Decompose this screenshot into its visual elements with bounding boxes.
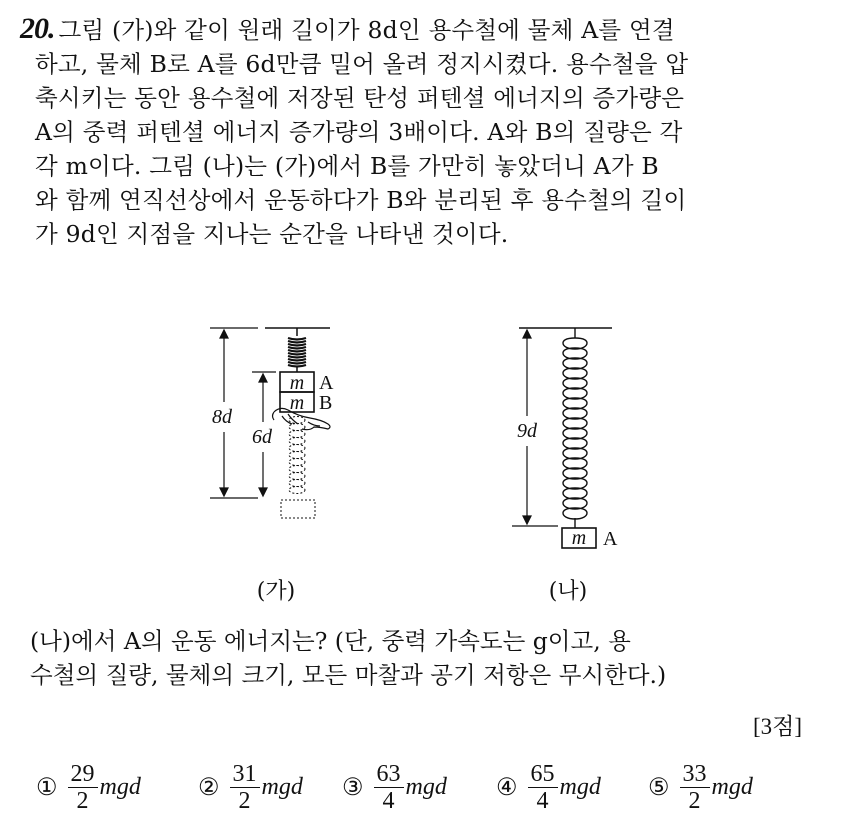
choice-4[interactable]	[496, 752, 601, 822]
choice-fraction	[680, 761, 710, 814]
problem-line-6: 와 함께 연직선상에서 운동하다가 B와 분리된 후 용수철의 길이	[35, 186, 687, 214]
caption-ga: (가)	[256, 579, 296, 604]
numerator: 33	[680, 761, 710, 788]
question-line-2: 수철의 질량, 물체의 크기, 모든 마찰과 공기 저항은 무시한다.)	[30, 661, 667, 689]
dimension-9d	[512, 330, 558, 526]
compressed-spring	[288, 328, 306, 372]
denominator: 4	[382, 787, 395, 814]
denominator: 4	[536, 787, 549, 814]
dimension-6d	[252, 372, 276, 496]
length-9d-label: 9d	[517, 420, 537, 442]
problem-line-7: 가 9d인 지점을 지나는 순간을 나타낸 것이다.	[35, 220, 509, 248]
choice-marker: ④	[496, 774, 518, 801]
numerator: 31	[230, 761, 260, 788]
choice-unit: mgd	[405, 773, 447, 800]
block-a-left	[280, 372, 314, 392]
choice-unit: mgd	[261, 773, 303, 800]
answer-choices	[36, 752, 816, 822]
problem-line-1	[20, 12, 810, 47]
choice-1[interactable]	[36, 752, 141, 822]
numerator: 65	[528, 761, 558, 788]
problem-number: 20.	[20, 12, 55, 45]
problem-statement	[20, 12, 810, 251]
label-a-right: A	[603, 528, 618, 550]
label-b-left: B	[319, 392, 333, 414]
choice-unit: mgd	[711, 773, 753, 800]
caption-na: (나)	[548, 579, 588, 604]
block-b-left	[280, 392, 314, 412]
choice-marker: ③	[342, 774, 364, 801]
length-6d-label: 6d	[252, 426, 272, 448]
dimension-8d	[210, 328, 258, 498]
denominator: 2	[238, 787, 251, 814]
choice-5[interactable]	[648, 752, 753, 822]
choice-unit: mgd	[559, 773, 601, 800]
problem-line-4: A의 중력 퍼텐셜 에너지 증가량의 3배이다. A와 B의 질량은 각	[35, 118, 683, 146]
choice-marker: ②	[198, 774, 220, 801]
question-statement	[30, 624, 820, 692]
mass-a-left: m	[289, 372, 305, 394]
question-line-1: (나)에서 A의 운동 에너지는? (단, 중력 가속도는 g이고, 용	[30, 627, 631, 655]
choice-fraction	[68, 761, 98, 814]
problem-line-5: 각 m이다. 그림 (나)는 (가)에서 B를 가만히 놓았더니 A가 B	[35, 152, 659, 180]
numerator: 29	[68, 761, 98, 788]
length-8d-label: 8d	[212, 406, 232, 428]
hand-icon	[273, 408, 331, 429]
denominator: 2	[688, 787, 701, 814]
choice-unit: mgd	[99, 773, 141, 800]
denominator: 2	[76, 787, 89, 814]
choice-marker: ⑤	[648, 774, 670, 801]
problem-text-line: 그림 (가)와 같이 원래 길이가 8d인 용수철에 물체 A를 연결	[58, 16, 675, 44]
choice-2[interactable]	[198, 752, 303, 822]
stretched-spring	[563, 328, 587, 528]
mass-b-left: m	[289, 392, 305, 414]
choice-fraction	[374, 761, 404, 814]
block-a-right	[562, 528, 596, 548]
label-a-left: A	[319, 372, 334, 394]
natural-spring-outline	[281, 417, 315, 519]
choice-marker: ①	[36, 774, 58, 801]
choice-3[interactable]	[342, 752, 447, 822]
mass-a-right: m	[571, 527, 587, 549]
choice-fraction	[528, 761, 558, 814]
problem-line-2: 하고, 물체 B로 A를 6d만큼 밀어 올려 정지시켰다. 용수철을 압	[35, 50, 689, 78]
choice-fraction	[230, 761, 260, 814]
points-label: [3점]	[752, 714, 802, 739]
problem-line-3: 축시키는 동안 용수철에 저장된 탄성 퍼텐셜 에너지의 증가량은	[35, 84, 685, 112]
numerator: 63	[374, 761, 404, 788]
